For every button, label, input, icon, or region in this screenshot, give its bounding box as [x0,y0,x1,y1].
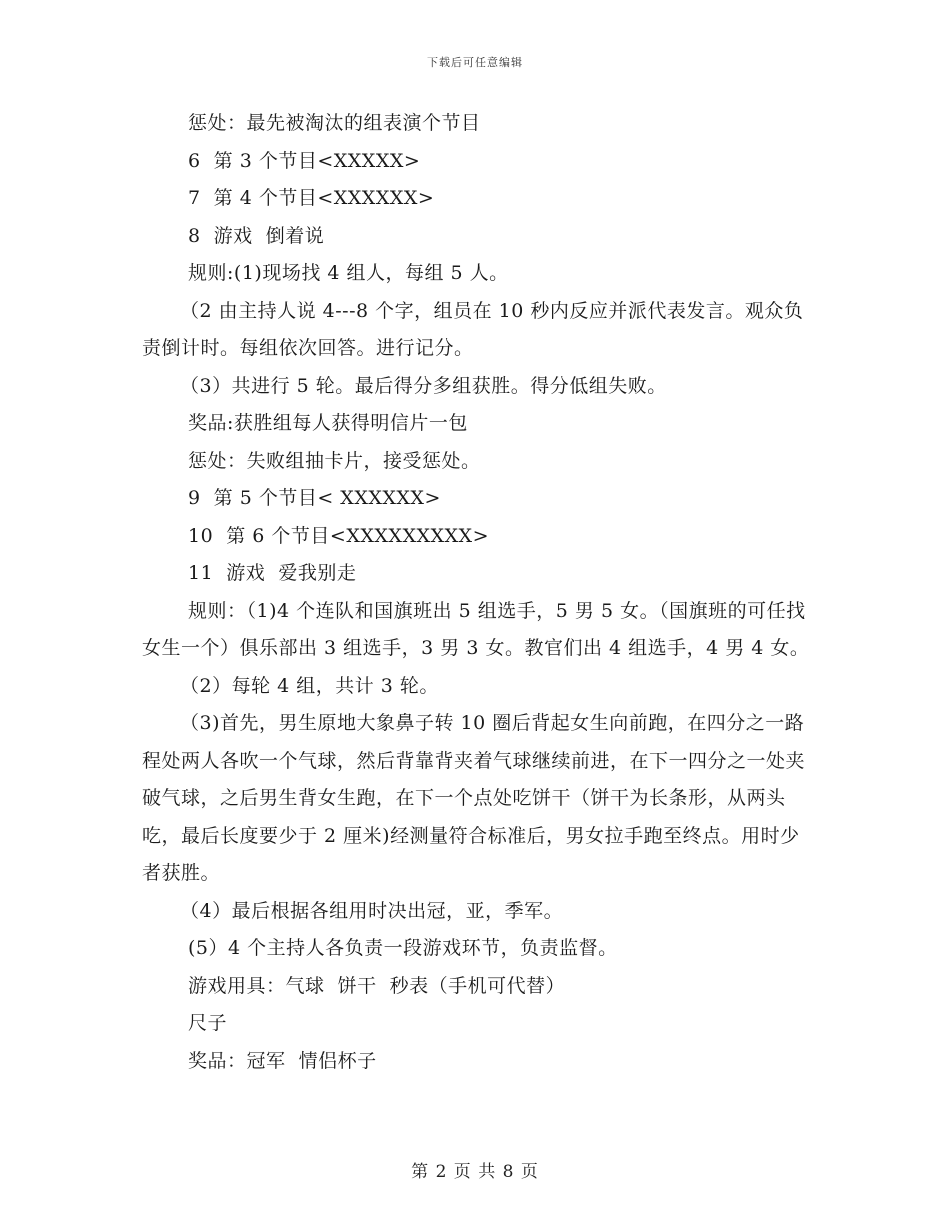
document-body [142,105,810,1080]
paragraph-penalty-1: 惩处：最先被淘汰的组表演个节目 [188,112,481,134]
paragraph-prize-2: 奖品：冠军 情侣杯子 [188,1049,377,1072]
paragraph-game-rule-4: （4）最后根据各组用时决出冠，亚，季军。 [180,899,564,922]
paragraph-item-10: 10 第 6 个节目<XXXXXXXXX> [188,524,490,547]
paragraph-rule-3: （3）共进行 5 轮。最后得分多组获胜。得分低组失败。 [180,374,667,397]
paragraph-prize-1: 奖品:获胜组每人获得明信片一包 [188,412,468,434]
paragraph-item-11: 11 游戏 爱我别走 [188,562,357,584]
paragraph-item-8: 8 游戏 倒着说 [188,224,325,247]
page-header: 下载后可任意编辑 [427,56,523,69]
paragraph-game-rule-3: （3)首先，男生原地大象鼻子转 10 圈后背起女生向前跑，在四分之一路程处两人各吹一个气球，然后背靠背夹着气球继续前进，在下一四分之一处夹破气球，之后男生背女生跑，在下一个点处吃饼干（饼干为长条形，从两头吃，最后长度要少于 2 厘米)经测量符合标准后，男女拉手跑至终点。用时少者获胜。 [142,712,806,884]
paragraph-game-rule-5: (5）4 个主持人各负责一段游戏环节，负责监督。 [188,937,618,959]
page-number-footer: 第 2 页 共 8 页 [411,1162,539,1182]
paragraph-game-tools: 游戏用具：气球 饼干 秒表（手机可代替） [188,974,566,997]
paragraph-item-7: 7 第 4 个节目<XXXXXX> [188,187,435,209]
paragraph-item-9: 9 第 5 个节目< XXXXXX> [188,487,441,509]
paragraph-rule-2: （2 由主持人说 4---8 个字，组员在 10 秒内反应并派代表发言。观众负责倒计时。每组依次回答。进行记分。 [142,299,804,359]
paragraph-game-rule-2: （2）每轮 4 组，共计 3 轮。 [180,674,439,697]
paragraph-game-tools-ruler: 尺子 [188,1012,228,1034]
paragraph-game-rule-1: 规则：（1)4 个连队和国旗班出 5 组选手，5 男 5 女。（国旗班的可任找女生一个）俱乐部出 3 组选手，3 男 3 女。教官们出 4 组选手，4 男 4 女。 [142,599,810,659]
paragraph-penalty-2: 惩处：失败组抽卡片，接受惩处。 [188,449,481,472]
paragraph-item-6: 6 第 3 个节目<XXXXX> [188,149,421,172]
paragraph-rule-1: 规则:(1)现场找 4 组人，每组 5 人。 [188,262,509,284]
